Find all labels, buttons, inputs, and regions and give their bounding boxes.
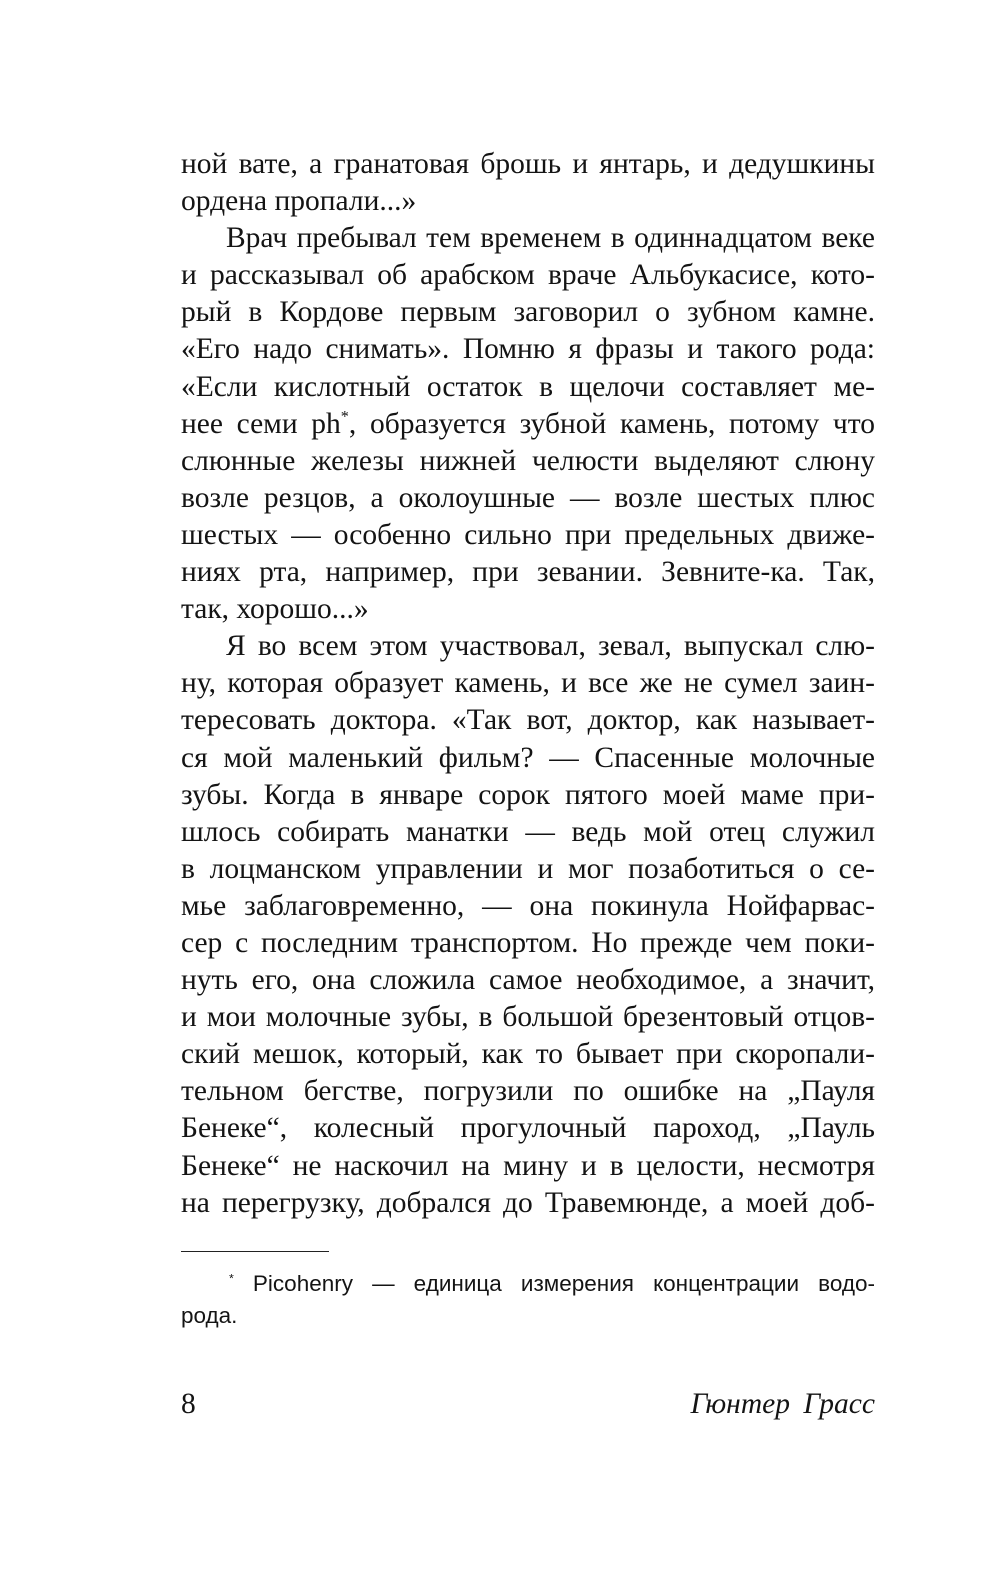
text-line: ордена пропали...» [181, 185, 417, 218]
footnote-mark: * [229, 1271, 234, 1286]
text-line-head: нее семи ph [181, 407, 341, 440]
text-line: Я во всем этом участвовал, зевал, выпускал слю- [226, 630, 875, 663]
text-line: ся мой маленький фильм? — Спасенные молочные [181, 741, 875, 774]
footnote-divider [181, 1251, 329, 1252]
text-line: в лоцманском управлении и мог позаботиться о се- [181, 852, 875, 885]
text-line: так, хорошо...» [181, 593, 369, 626]
text-line: ну, которая образует камень, и все же не сумел заин- [181, 667, 875, 700]
text-line: Бенеке“ не наскочил на мину и в целости, несмотря [181, 1149, 875, 1182]
text-line: и рассказывал об арабском враче Альбукасисе, кото- [181, 259, 875, 292]
text-line: ский мешок, который, как то бывает при скоропали- [181, 1038, 875, 1071]
text-line: «Его надо снимать». Помню я фразы и такого рода: [181, 333, 875, 366]
text-line: шестых — особенно сильно при предельных движе- [181, 518, 875, 551]
text-line: рый в Кордове первым заговорил о зубном камне. [181, 296, 875, 329]
text-line: шлось собирать манатки — ведь мой отец служил [181, 815, 875, 848]
text-line: слюнные железы нижней челюсти выделяют слюну [181, 444, 875, 477]
text-line: тересовать доктора. «Так вот, доктор, как называет- [181, 704, 875, 737]
text-line: «Если кислотный остаток в щелочи составляет ме- [181, 370, 875, 403]
footnote-text: Picohenry — единица измерения концентрации водо- [252, 1271, 875, 1296]
page-number: 8 [181, 1388, 196, 1420]
text-line: сер с последним транспортом. Но прежде чем поки- [181, 926, 875, 959]
footnote-reference: * [340, 407, 349, 426]
author-name-footer: Гюнтер Грасс [690, 1388, 875, 1420]
footnote-line: рода. [181, 1303, 238, 1328]
text-line: мье заблаговременно, — она покинула Нойфарвас- [181, 889, 875, 922]
main-text [181, 146, 875, 1222]
text-line: ниях рта, например, при зевании. Зевните-ка. Так, [181, 556, 875, 589]
footnote [181, 1268, 875, 1332]
text-line: и мои молочные зубы, в большой брезентовый отцов- [181, 1001, 875, 1034]
text-line: на перегрузку, добрался до Травемюнде, а моей доб- [181, 1186, 875, 1219]
text-line: нуть его, она сложила самое необходимое, а значит, [181, 964, 875, 997]
text-line: возле резцов, а околоушные — возле шестых плюс [181, 481, 875, 514]
text-line-tail: , образуется зубной камень, потому что [348, 407, 875, 440]
text-line: зубы. Когда в январе сорок пятого моей маме при- [181, 778, 875, 811]
text-line: Бенеке“, колесный прогулочный пароход, „Пауль [181, 1112, 875, 1145]
text-line: ной вате, а гранатовая брошь и янтарь, и дедушкины [181, 148, 875, 180]
text-line: тельном бегстве, погрузили по ошибке на „Пауля [181, 1075, 875, 1108]
text-line: Врач пребывал тем временем в одиннадцатом веке [226, 222, 875, 255]
footnote-line [181, 1268, 875, 1300]
text-line-with-footnote-ref [181, 406, 875, 443]
